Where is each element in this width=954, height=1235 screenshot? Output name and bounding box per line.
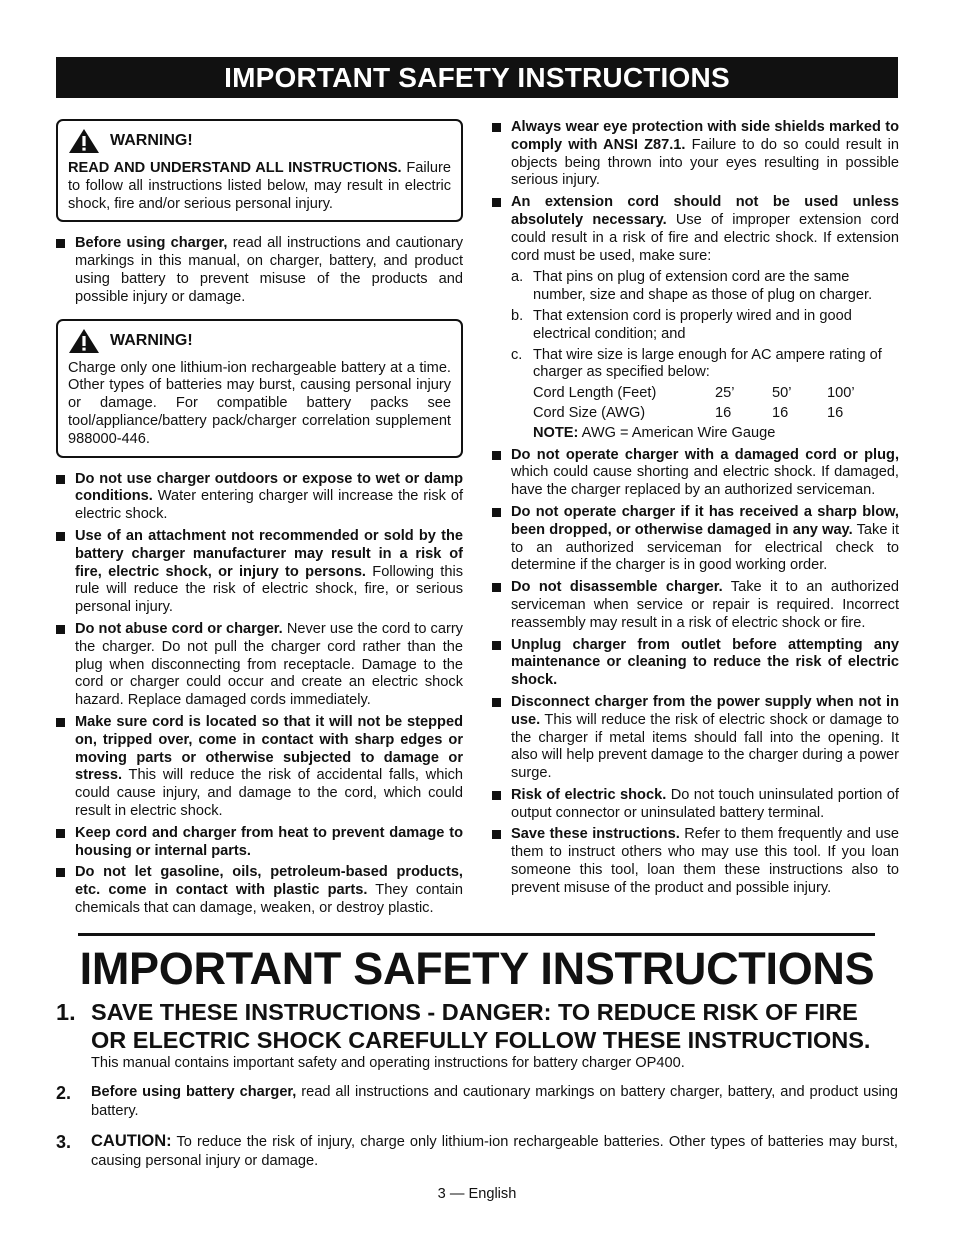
awg-note (533, 425, 899, 443)
bullet-bold: Do not use charger outdoors or expose to wet or damp conditions. (75, 470, 463, 505)
bullet-text: Use of improper extension cord could result in a risk of fire and electric shock. If extension cord must be used, make sure: (511, 211, 899, 264)
numbered-item-1 (56, 998, 898, 1073)
warning-header (68, 128, 451, 154)
bullet-item (492, 504, 899, 575)
bullet-bold: Always wear eye protection with side shields marked to comply with ANSI Z87.1. (511, 119, 899, 153)
bullet-bold: Do not disassemble charger. (511, 579, 723, 596)
sub-item-letter: b. (511, 307, 524, 324)
bullet-text: which could cause shorting and electric shock. If damaged, have the charger replaced by an authorized serviceman. (511, 464, 899, 499)
warning-title: WARNING! (110, 331, 193, 349)
table-cell: 16 (772, 404, 789, 421)
bullet-bold: Do not let gasoline, oils, petroleum-based products, etc. come in contact with plastic parts. (75, 864, 463, 899)
bullet-text: Refer to them frequently and use them to instruct others who may use this tool. If you loan someone this tool, loan them these instructions also to prevent misuse of the product and possible injury. (511, 826, 899, 896)
right-column (492, 119, 899, 902)
bullet-text: This will reduce the risk of electric shock or damage to the charger if metal items should fall into the opening. It also will help prevent damage to the charger during a power surge. (511, 711, 899, 782)
table-row (533, 385, 899, 403)
warning-text (68, 160, 451, 213)
item-body: read all instructions and cautionary markings on battery charger, battery, and product using battery. (91, 1084, 898, 1119)
bullet-bold: Before using charger, (75, 235, 228, 252)
sub-item-letter: a. (511, 269, 524, 286)
sub-item (511, 269, 899, 305)
warning-header (68, 328, 451, 354)
bullet-item (56, 864, 463, 917)
bullet-item (56, 471, 463, 524)
bullet-bold: Risk of electric shock. (511, 786, 667, 803)
bullet-text: Take it to an authorized serviceman when service or repair is required. Incorrect reassembly may result in a risk of electric shock or fire. (511, 579, 899, 631)
item-number: 2. (56, 1083, 72, 1103)
item-body: To reduce the risk of injury, charge only lithium-ion rechargeable batteries. Other types of batteries may burst, causing personal injury or damage. (91, 1134, 898, 1169)
bullet-item (492, 579, 899, 632)
bullet-bold: Do not operate charger if it has received a sharp blow, been dropped, or otherwise damaged in any way. (511, 503, 899, 538)
page-footer: 3 — English (437, 1186, 517, 1202)
bullet-text: They contain chemicals that can damage, weaken, or destroy plastic. (75, 882, 463, 916)
bullet-item (492, 447, 899, 500)
warning-triangle-icon (68, 128, 100, 154)
sub-item-text: That wire size is large enough for AC ampere rating of charger as specified below: (533, 346, 882, 381)
bullet-item (492, 119, 899, 190)
section-banner: IMPORTANT SAFETY INSTRUCTIONS (56, 57, 898, 98)
bullet-text: read all instructions and cautionary markings in this manual, on charger, battery, and product using battery to prevent misuse of the products and possible injury or damage. (75, 235, 463, 305)
table-cell: 25’ (715, 385, 735, 402)
warning-lead: READ AND UNDERSTAND ALL INSTRUCTIONS. (68, 160, 402, 176)
bullet-item (492, 826, 899, 897)
sub-item-letter: c. (511, 346, 523, 363)
bullet-bold: Save these instructions. (511, 826, 680, 843)
warning-box-1 (56, 119, 463, 222)
bullet-item (492, 787, 899, 823)
bullet-item (56, 235, 463, 306)
bullet-text: Water entering charger will increase the risk of electric shock. (75, 488, 463, 523)
bullet-text: Never use the cord to carry the charger. Do not pull the charger cord rather than the plug when disconnecting from receptacle. Damage to the cord or charger could occur and create an electric shock hazard. Replace damaged cords immediately. (75, 620, 463, 709)
table-cell: Cord Length (Feet) (533, 385, 657, 402)
sub-item (511, 347, 899, 383)
bullet-item (492, 694, 899, 783)
warning-body: Failure to follow all instructions listed below, may result in electric shock, fire and/or serious personal injury. (68, 160, 451, 212)
bullet-list-left-a (56, 235, 463, 306)
table-cell: 16 (827, 404, 844, 421)
bullet-bold: Keep cord and charger from heat to prevent damage to housing or internal parts. (75, 824, 463, 859)
note-label: NOTE: (533, 424, 579, 441)
bullet-text: Following this rule will reduce the risk of electric shock, fire, or serious personal injury. (75, 563, 463, 616)
item-bold: CAUTION: (91, 1132, 172, 1150)
numbered-item-3 (56, 1132, 898, 1171)
item-text: This manual contains important safety and operating instructions for battery charger OP400. (91, 1055, 685, 1071)
table-cell: Cord Size (AWG) (533, 404, 646, 421)
bullet-bold: Make sure cord is located so that it will not be stepped on, tripped over, come in contact with sharp edges or moving parts or otherwise subjected to damage or stress. (75, 713, 463, 784)
bullet-bold: Do not abuse cord or charger. (75, 620, 283, 637)
sub-item-text: That extension cord is properly wired and in good electrical condition; and (533, 307, 852, 342)
table-row (533, 405, 899, 423)
item-bold: Before using battery charger, (91, 1084, 297, 1100)
numbered-item-2 (56, 1083, 898, 1121)
item-number: 1. (56, 999, 76, 1025)
bullet-list-right-b (492, 447, 899, 898)
bullet-text: Failure to do so could result in objects being thrown into your eyes resulting in possible serious injury. (511, 136, 899, 189)
table-cell: 100’ (827, 385, 855, 402)
item-text (91, 1132, 898, 1171)
warning-triangle-icon (68, 328, 100, 354)
note-text: AWG = American Wire Gauge (578, 424, 776, 441)
cord-size-table (533, 385, 899, 423)
item-heading: SAVE THESE INSTRUCTIONS - DANGER: TO REDUCE RISK OF FIRE OR ELECTRIC SHOCK CAREFULLY FOLLOW THESE INSTRUCTIONS. (91, 999, 871, 1053)
bullet-text: Take it to an authorized serviceman for electrical check to determine if the charger is in good working order. (511, 521, 900, 574)
bullet-bold: Do not operate charger with a damaged cord or plug, (511, 446, 899, 463)
bullet-bold: Use of an attachment not recommended or sold by the battery charger manufacturer may result in a risk of fire, electric shock, or injury to persons. (75, 527, 463, 580)
bullet-bold: Disconnect charger from the power supply when not in use. (511, 693, 899, 728)
bullet-item (492, 637, 899, 690)
table-cell: 16 (715, 404, 732, 421)
left-column (56, 119, 463, 922)
bullet-bold: Unplug charger from outlet before attempting any maintenance or cleaning to reduce the risk of electric shock. (511, 636, 899, 689)
item-number: 3. (56, 1132, 72, 1152)
bullet-item (56, 825, 463, 861)
section-divider (78, 933, 875, 936)
table-cell: 50’ (772, 385, 792, 402)
bullet-text: Do not touch uninsulated portion of output connector or uninsulated battery terminal. (511, 786, 899, 821)
bullet-item (492, 194, 899, 265)
item-text (91, 1083, 898, 1121)
bullet-list-right-a (492, 119, 899, 265)
bullet-text: This will reduce the risk of accidental falls, which could cause injury, and damage to the cord, which could result in electric shock. (75, 767, 463, 819)
bullet-item (56, 714, 463, 821)
bullet-item (56, 621, 463, 710)
bullet-list-left-b (56, 471, 463, 918)
bullet-item (56, 528, 463, 617)
warning-box-2 (56, 319, 463, 458)
warning-title: WARNING! (110, 132, 193, 150)
sub-item-text: That pins on plug of extension cord are the same number, size and shape as those of plug on charger. (533, 269, 873, 304)
extension-cord-sublist (492, 269, 899, 382)
warning-text: Charge only one lithium-ion rechargeable battery at a time. Other types of batteries may burst, causing personal injury or damage. For compatible battery packs see tool/appliance/battery pack/charger correlation supplement 988000-446. (68, 359, 451, 447)
sub-item (511, 308, 899, 344)
bullet-bold: An extension cord should not be used unless absolutely necessary. (511, 194, 899, 228)
page-title: IMPORTANT SAFETY INSTRUCTIONS (79, 943, 875, 994)
